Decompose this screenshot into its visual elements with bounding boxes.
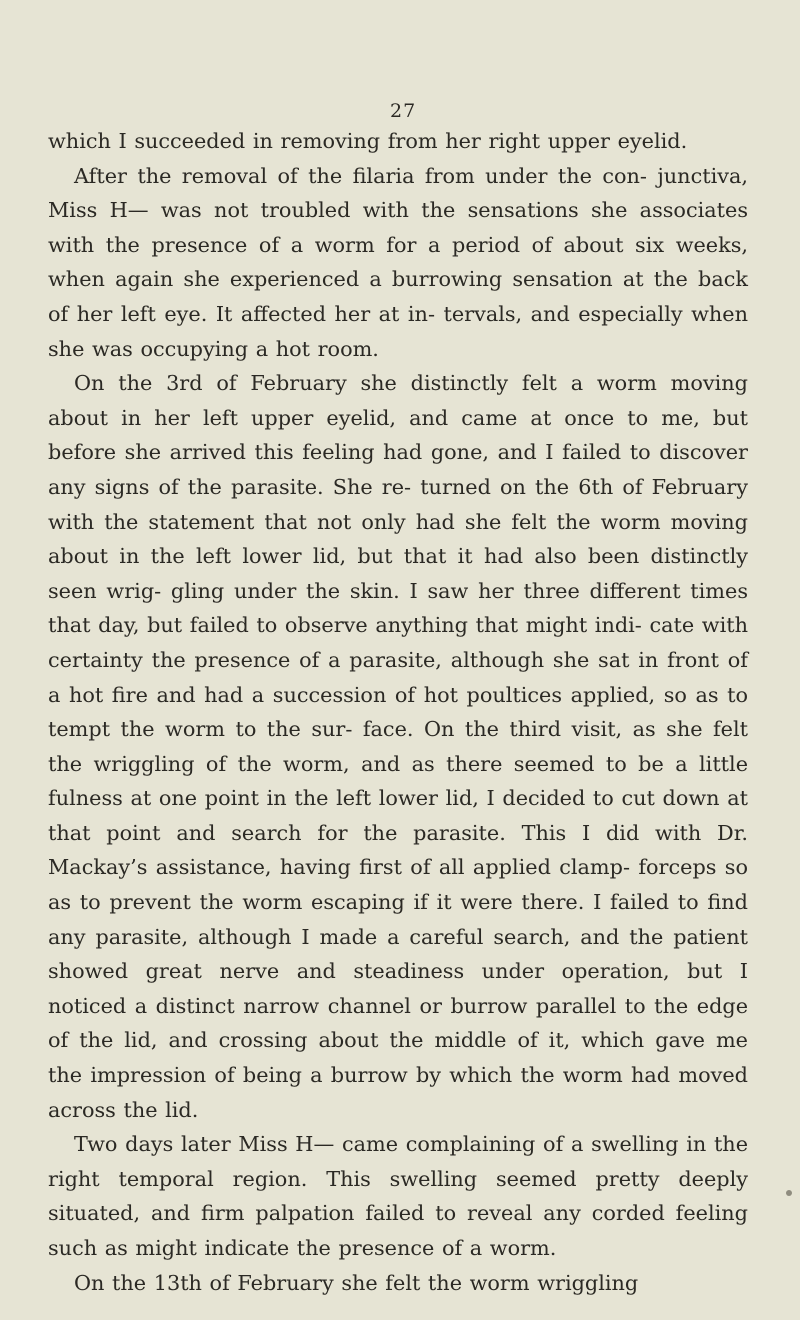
paragraph-4: Two days later Miss H— came complaining of a swelling in the right temporal region. This swelling seemed pretty deeply situated, and firm palpation failed to reveal any corded feeling such as might indicate the presence of a worm. (48, 1132, 748, 1260)
body-text (48, 124, 748, 1300)
page-number: 27 (390, 100, 417, 122)
paragraph-1: which I succeeded in removing from her right upper eyelid. (48, 129, 688, 153)
paper-spot (786, 1190, 792, 1196)
paragraph-2: After the removal of the filaria from under the con- junctiva, Miss H— was not troubled with the sensations she associates with the presence of a worm for a period of about six weeks, when again she experienced a burrowing sensation at the back of her left eye. It affected her at in- tervals, and especially when she was occupying a hot room. (48, 163, 748, 361)
paragraph-3: On the 3rd of February she distinctly felt a worm moving about in her left upper eyelid, and came at once to me, but before she arrived this feeling had gone, and I failed to discover any signs of the parasite. She re- turned on the 6th of February with the statement that not only had she felt the worm moving about in the left lower lid, but that it had also been distinctly seen wrig- gling under the skin. I saw her three different times that day, but failed to observe anything that might indi- cate with certainty the presence of a parasite, although she sat in front of a hot fire and had a succession of hot poultices applied, so as to tempt the worm to the sur- face. On the third visit, as she felt the wriggling of the worm, and as there seemed to be a little fulness at one point in the left lower lid, I decided to cut down at that point and search for the parasite. This I did with Dr. Mackay’s assistance, having first of all applied clamp- forceps so as to prevent the worm escaping if it were there. I failed to find any parasite, although I made a careful search, and the patient showed great nerve and steadiness under operation, but I noticed a distinct narrow channel or burrow parallel to the edge of the lid, and crossing about the middle of it, which gave me the impression of being a burrow by which the worm had moved across the lid. (48, 371, 748, 1122)
paragraph-5: On the 13th of February she felt the worm wriggling (74, 1270, 639, 1295)
